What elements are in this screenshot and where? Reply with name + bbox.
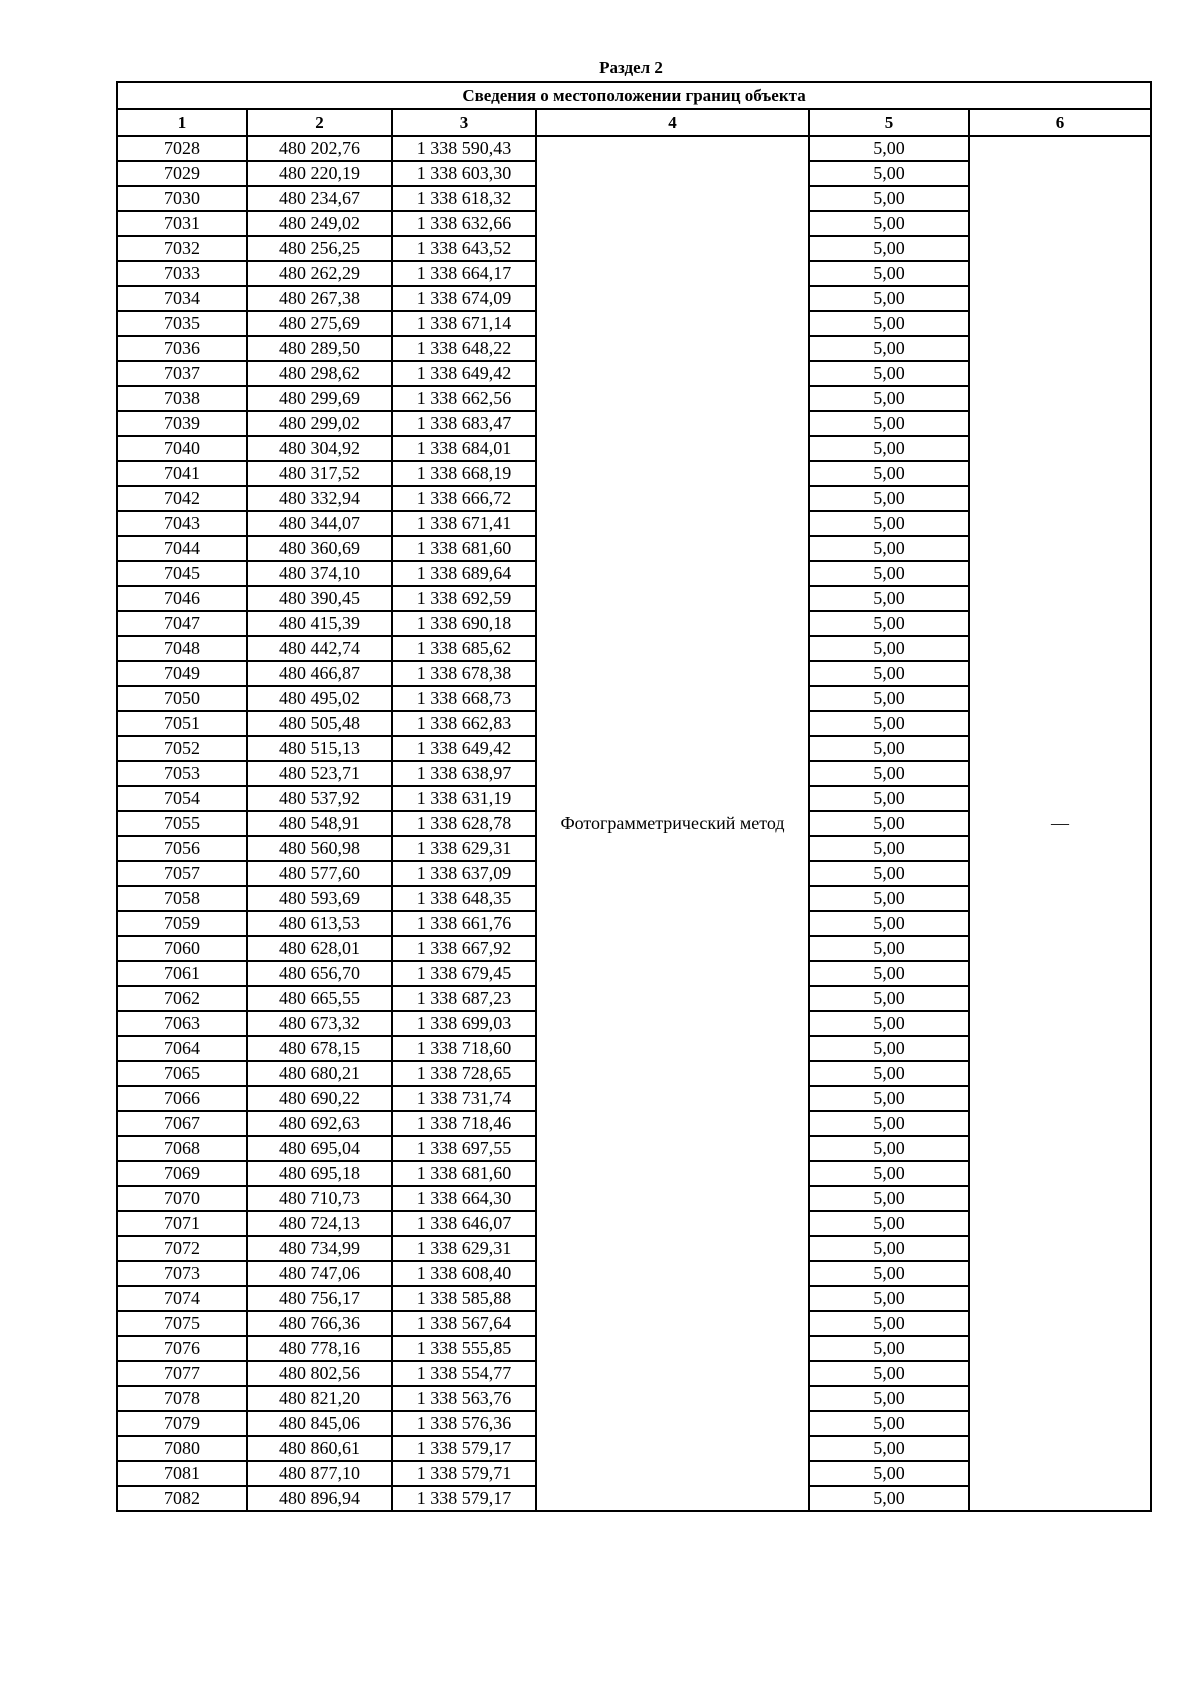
accuracy-cell: 5,00 — [809, 886, 969, 911]
y-coordinate-cell: 1 338 555,85 — [392, 1336, 536, 1361]
accuracy-cell: 5,00 — [809, 1411, 969, 1436]
x-coordinate-cell: 480 275,69 — [247, 311, 392, 336]
y-coordinate-cell: 1 338 649,42 — [392, 361, 536, 386]
accuracy-cell: 5,00 — [809, 761, 969, 786]
y-coordinate-cell: 1 338 664,30 — [392, 1186, 536, 1211]
y-coordinate-cell: 1 338 668,19 — [392, 461, 536, 486]
point-number-cell: 7081 — [117, 1461, 247, 1486]
point-number-cell: 7056 — [117, 836, 247, 861]
point-number-cell: 7041 — [117, 461, 247, 486]
point-number-cell: 7077 — [117, 1361, 247, 1386]
y-coordinate-cell: 1 338 608,40 — [392, 1261, 536, 1286]
y-coordinate-cell: 1 338 731,74 — [392, 1086, 536, 1111]
y-coordinate-cell: 1 338 671,41 — [392, 511, 536, 536]
point-number-cell: 7069 — [117, 1161, 247, 1186]
accuracy-cell: 5,00 — [809, 986, 969, 1011]
x-coordinate-cell: 480 665,55 — [247, 986, 392, 1011]
point-number-cell: 7058 — [117, 886, 247, 911]
accuracy-cell: 5,00 — [809, 361, 969, 386]
y-coordinate-cell: 1 338 667,92 — [392, 936, 536, 961]
point-number-cell: 7066 — [117, 1086, 247, 1111]
point-number-cell: 7052 — [117, 736, 247, 761]
x-coordinate-cell: 480 360,69 — [247, 536, 392, 561]
accuracy-cell: 5,00 — [809, 1161, 969, 1186]
accuracy-cell: 5,00 — [809, 136, 969, 161]
accuracy-cell: 5,00 — [809, 1211, 969, 1236]
y-coordinate-cell: 1 338 648,22 — [392, 336, 536, 361]
point-number-cell: 7030 — [117, 186, 247, 211]
point-number-cell: 7042 — [117, 486, 247, 511]
x-coordinate-cell: 480 845,06 — [247, 1411, 392, 1436]
x-coordinate-cell: 480 374,10 — [247, 561, 392, 586]
accuracy-cell: 5,00 — [809, 286, 969, 311]
accuracy-cell: 5,00 — [809, 636, 969, 661]
accuracy-cell: 5,00 — [809, 1011, 969, 1036]
accuracy-cell: 5,00 — [809, 1086, 969, 1111]
point-number-cell: 7065 — [117, 1061, 247, 1086]
point-number-cell: 7072 — [117, 1236, 247, 1261]
accuracy-cell: 5,00 — [809, 161, 969, 186]
x-coordinate-cell: 480 692,63 — [247, 1111, 392, 1136]
accuracy-cell: 5,00 — [809, 1461, 969, 1486]
y-coordinate-cell: 1 338 628,78 — [392, 811, 536, 836]
point-number-cell: 7079 — [117, 1411, 247, 1436]
x-coordinate-cell: 480 821,20 — [247, 1386, 392, 1411]
x-coordinate-cell: 480 710,73 — [247, 1186, 392, 1211]
y-coordinate-cell: 1 338 638,97 — [392, 761, 536, 786]
y-coordinate-cell: 1 338 692,59 — [392, 586, 536, 611]
x-coordinate-cell: 480 256,25 — [247, 236, 392, 261]
y-coordinate-cell: 1 338 681,60 — [392, 1161, 536, 1186]
accuracy-cell: 5,00 — [809, 511, 969, 536]
point-number-cell: 7032 — [117, 236, 247, 261]
y-coordinate-cell: 1 338 685,62 — [392, 636, 536, 661]
x-coordinate-cell: 480 523,71 — [247, 761, 392, 786]
y-coordinate-cell: 1 338 718,46 — [392, 1111, 536, 1136]
x-coordinate-cell: 480 896,94 — [247, 1486, 392, 1511]
accuracy-cell: 5,00 — [809, 411, 969, 436]
accuracy-cell: 5,00 — [809, 1361, 969, 1386]
x-coordinate-cell: 480 289,50 — [247, 336, 392, 361]
x-coordinate-cell: 480 442,74 — [247, 636, 392, 661]
x-coordinate-cell: 480 249,02 — [247, 211, 392, 236]
boundary-coordinates-table — [116, 81, 1152, 1512]
point-number-cell: 7062 — [117, 986, 247, 1011]
point-number-cell: 7073 — [117, 1261, 247, 1286]
accuracy-cell: 5,00 — [809, 261, 969, 286]
accuracy-cell: 5,00 — [809, 786, 969, 811]
accuracy-cell: 5,00 — [809, 836, 969, 861]
point-number-cell: 7051 — [117, 711, 247, 736]
point-number-cell: 7038 — [117, 386, 247, 411]
y-coordinate-cell: 1 338 629,31 — [392, 836, 536, 861]
accuracy-cell: 5,00 — [809, 1236, 969, 1261]
accuracy-cell: 5,00 — [809, 1486, 969, 1511]
y-coordinate-cell: 1 338 681,60 — [392, 536, 536, 561]
y-coordinate-cell: 1 338 579,17 — [392, 1436, 536, 1461]
column-header-1: 1 — [117, 109, 247, 136]
y-coordinate-cell: 1 338 718,60 — [392, 1036, 536, 1061]
point-number-cell: 7029 — [117, 161, 247, 186]
x-coordinate-cell: 480 678,15 — [247, 1036, 392, 1061]
accuracy-cell: 5,00 — [809, 861, 969, 886]
x-coordinate-cell: 480 695,18 — [247, 1161, 392, 1186]
accuracy-cell: 5,00 — [809, 236, 969, 261]
accuracy-cell: 5,00 — [809, 1061, 969, 1086]
column-header-5: 5 — [809, 109, 969, 136]
accuracy-cell: 5,00 — [809, 336, 969, 361]
y-coordinate-cell: 1 338 590,43 — [392, 136, 536, 161]
x-coordinate-cell: 480 778,16 — [247, 1336, 392, 1361]
point-number-cell: 7046 — [117, 586, 247, 611]
point-number-cell: 7063 — [117, 1011, 247, 1036]
x-coordinate-cell: 480 593,69 — [247, 886, 392, 911]
accuracy-cell: 5,00 — [809, 386, 969, 411]
accuracy-cell: 5,00 — [809, 1336, 969, 1361]
y-coordinate-cell: 1 338 649,42 — [392, 736, 536, 761]
x-coordinate-cell: 480 415,39 — [247, 611, 392, 636]
x-coordinate-cell: 480 734,99 — [247, 1236, 392, 1261]
x-coordinate-cell: 480 537,92 — [247, 786, 392, 811]
y-coordinate-cell: 1 338 699,03 — [392, 1011, 536, 1036]
point-number-cell: 7043 — [117, 511, 247, 536]
x-coordinate-cell: 480 344,07 — [247, 511, 392, 536]
x-coordinate-cell: 480 317,52 — [247, 461, 392, 486]
point-number-cell: 7049 — [117, 661, 247, 686]
point-number-cell: 7070 — [117, 1186, 247, 1211]
x-coordinate-cell: 480 234,67 — [247, 186, 392, 211]
column-header-6: 6 — [969, 109, 1151, 136]
y-coordinate-cell: 1 338 631,19 — [392, 786, 536, 811]
point-number-cell: 7033 — [117, 261, 247, 286]
accuracy-cell: 5,00 — [809, 1286, 969, 1311]
accuracy-cell: 5,00 — [809, 586, 969, 611]
point-number-cell: 7048 — [117, 636, 247, 661]
y-coordinate-cell: 1 338 579,71 — [392, 1461, 536, 1486]
accuracy-cell: 5,00 — [809, 1136, 969, 1161]
y-coordinate-cell: 1 338 585,88 — [392, 1286, 536, 1311]
x-coordinate-cell: 480 304,92 — [247, 436, 392, 461]
accuracy-cell: 5,00 — [809, 711, 969, 736]
x-coordinate-cell: 480 656,70 — [247, 961, 392, 986]
accuracy-cell: 5,00 — [809, 961, 969, 986]
x-coordinate-cell: 480 298,62 — [247, 361, 392, 386]
point-number-cell: 7061 — [117, 961, 247, 986]
x-coordinate-cell: 480 724,13 — [247, 1211, 392, 1236]
accuracy-cell: 5,00 — [809, 686, 969, 711]
x-coordinate-cell: 480 766,36 — [247, 1311, 392, 1336]
point-number-cell: 7044 — [117, 536, 247, 561]
y-coordinate-cell: 1 338 643,52 — [392, 236, 536, 261]
x-coordinate-cell: 480 220,19 — [247, 161, 392, 186]
x-coordinate-cell: 480 690,22 — [247, 1086, 392, 1111]
y-coordinate-cell: 1 338 674,09 — [392, 286, 536, 311]
x-coordinate-cell: 480 877,10 — [247, 1461, 392, 1486]
x-coordinate-cell: 480 505,48 — [247, 711, 392, 736]
point-number-cell: 7050 — [117, 686, 247, 711]
point-number-cell: 7053 — [117, 761, 247, 786]
x-coordinate-cell: 480 613,53 — [247, 911, 392, 936]
x-coordinate-cell: 480 802,56 — [247, 1361, 392, 1386]
y-coordinate-cell: 1 338 687,23 — [392, 986, 536, 1011]
accuracy-cell: 5,00 — [809, 1386, 969, 1411]
y-coordinate-cell: 1 338 563,76 — [392, 1386, 536, 1411]
accuracy-cell: 5,00 — [809, 311, 969, 336]
x-coordinate-cell: 480 560,98 — [247, 836, 392, 861]
y-coordinate-cell: 1 338 662,83 — [392, 711, 536, 736]
y-coordinate-cell: 1 338 661,76 — [392, 911, 536, 936]
column-header-4: 4 — [536, 109, 809, 136]
y-coordinate-cell: 1 338 679,45 — [392, 961, 536, 986]
point-number-cell: 7078 — [117, 1386, 247, 1411]
accuracy-cell: 5,00 — [809, 436, 969, 461]
method-cell: Фотограмметрический метод — [536, 136, 809, 1511]
accuracy-cell: 5,00 — [809, 486, 969, 511]
point-number-cell: 7067 — [117, 1111, 247, 1136]
point-number-cell: 7054 — [117, 786, 247, 811]
y-coordinate-cell: 1 338 666,72 — [392, 486, 536, 511]
y-coordinate-cell: 1 338 683,47 — [392, 411, 536, 436]
section-title: Раздел 2 — [599, 58, 663, 77]
point-number-cell: 7047 — [117, 611, 247, 636]
x-coordinate-cell: 480 262,29 — [247, 261, 392, 286]
y-coordinate-cell: 1 338 646,07 — [392, 1211, 536, 1236]
accuracy-cell: 5,00 — [809, 1036, 969, 1061]
accuracy-cell: 5,00 — [809, 536, 969, 561]
y-coordinate-cell: 1 338 618,32 — [392, 186, 536, 211]
table-caption: Сведения о местоположении границ объекта — [117, 82, 1151, 109]
accuracy-cell: 5,00 — [809, 1111, 969, 1136]
y-coordinate-cell: 1 338 689,64 — [392, 561, 536, 586]
x-coordinate-cell: 480 860,61 — [247, 1436, 392, 1461]
point-number-cell: 7039 — [117, 411, 247, 436]
y-coordinate-cell: 1 338 567,64 — [392, 1311, 536, 1336]
y-coordinate-cell: 1 338 728,65 — [392, 1061, 536, 1086]
x-coordinate-cell: 480 548,91 — [247, 811, 392, 836]
accuracy-cell: 5,00 — [809, 186, 969, 211]
column6-dash-cell: — — [969, 136, 1151, 1511]
x-coordinate-cell: 480 267,38 — [247, 286, 392, 311]
accuracy-cell: 5,00 — [809, 1261, 969, 1286]
point-number-cell: 7076 — [117, 1336, 247, 1361]
x-coordinate-cell: 480 202,76 — [247, 136, 392, 161]
accuracy-cell: 5,00 — [809, 811, 969, 836]
point-number-cell: 7074 — [117, 1286, 247, 1311]
y-coordinate-cell: 1 338 632,66 — [392, 211, 536, 236]
point-number-cell: 7075 — [117, 1311, 247, 1336]
x-coordinate-cell: 480 673,32 — [247, 1011, 392, 1036]
accuracy-cell: 5,00 — [809, 661, 969, 686]
point-number-cell: 7059 — [117, 911, 247, 936]
y-coordinate-cell: 1 338 668,73 — [392, 686, 536, 711]
y-coordinate-cell: 1 338 690,18 — [392, 611, 536, 636]
point-number-cell: 7037 — [117, 361, 247, 386]
accuracy-cell: 5,00 — [809, 936, 969, 961]
y-coordinate-cell: 1 338 629,31 — [392, 1236, 536, 1261]
x-coordinate-cell: 480 577,60 — [247, 861, 392, 886]
point-number-cell: 7068 — [117, 1136, 247, 1161]
point-number-cell: 7034 — [117, 286, 247, 311]
y-coordinate-cell: 1 338 554,77 — [392, 1361, 536, 1386]
x-coordinate-cell: 480 390,45 — [247, 586, 392, 611]
x-coordinate-cell: 480 680,21 — [247, 1061, 392, 1086]
y-coordinate-cell: 1 338 671,14 — [392, 311, 536, 336]
x-coordinate-cell: 480 299,69 — [247, 386, 392, 411]
x-coordinate-cell: 480 466,87 — [247, 661, 392, 686]
accuracy-cell: 5,00 — [809, 561, 969, 586]
x-coordinate-cell: 480 332,94 — [247, 486, 392, 511]
accuracy-cell: 5,00 — [809, 1186, 969, 1211]
point-number-cell: 7045 — [117, 561, 247, 586]
x-coordinate-cell: 480 756,17 — [247, 1286, 392, 1311]
y-coordinate-cell: 1 338 603,30 — [392, 161, 536, 186]
y-coordinate-cell: 1 338 579,17 — [392, 1486, 536, 1511]
y-coordinate-cell: 1 338 662,56 — [392, 386, 536, 411]
column-header-2: 2 — [247, 109, 392, 136]
x-coordinate-cell: 480 299,02 — [247, 411, 392, 436]
point-number-cell: 7082 — [117, 1486, 247, 1511]
y-coordinate-cell: 1 338 697,55 — [392, 1136, 536, 1161]
x-coordinate-cell: 480 695,04 — [247, 1136, 392, 1161]
x-coordinate-cell: 480 495,02 — [247, 686, 392, 711]
point-number-cell: 7080 — [117, 1436, 247, 1461]
column-header-3: 3 — [392, 109, 536, 136]
x-coordinate-cell: 480 515,13 — [247, 736, 392, 761]
accuracy-cell: 5,00 — [809, 211, 969, 236]
y-coordinate-cell: 1 338 648,35 — [392, 886, 536, 911]
point-number-cell: 7028 — [117, 136, 247, 161]
accuracy-cell: 5,00 — [809, 1436, 969, 1461]
point-number-cell: 7071 — [117, 1211, 247, 1236]
accuracy-cell: 5,00 — [809, 1311, 969, 1336]
y-coordinate-cell: 1 338 664,17 — [392, 261, 536, 286]
y-coordinate-cell: 1 338 637,09 — [392, 861, 536, 886]
accuracy-cell: 5,00 — [809, 461, 969, 486]
point-number-cell: 7055 — [117, 811, 247, 836]
y-coordinate-cell: 1 338 684,01 — [392, 436, 536, 461]
point-number-cell: 7064 — [117, 1036, 247, 1061]
point-number-cell: 7060 — [117, 936, 247, 961]
point-number-cell: 7035 — [117, 311, 247, 336]
accuracy-cell: 5,00 — [809, 911, 969, 936]
point-number-cell: 7036 — [117, 336, 247, 361]
x-coordinate-cell: 480 628,01 — [247, 936, 392, 961]
point-number-cell: 7031 — [117, 211, 247, 236]
accuracy-cell: 5,00 — [809, 736, 969, 761]
table-row — [117, 136, 1151, 161]
accuracy-cell: 5,00 — [809, 611, 969, 636]
point-number-cell: 7057 — [117, 861, 247, 886]
point-number-cell: 7040 — [117, 436, 247, 461]
y-coordinate-cell: 1 338 576,36 — [392, 1411, 536, 1436]
y-coordinate-cell: 1 338 678,38 — [392, 661, 536, 686]
x-coordinate-cell: 480 747,06 — [247, 1261, 392, 1286]
